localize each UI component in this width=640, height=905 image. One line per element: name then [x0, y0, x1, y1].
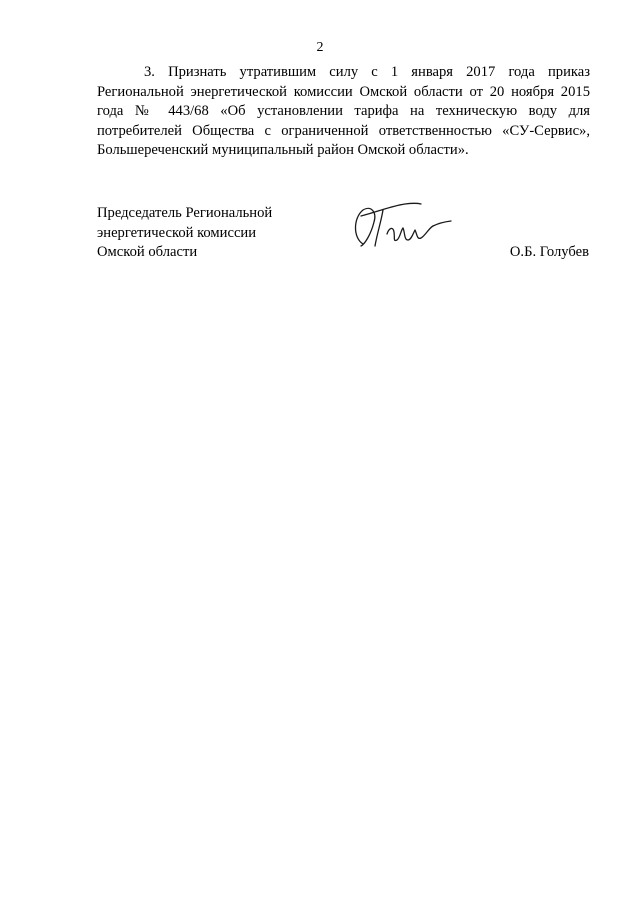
- paragraph-3: 3. Признать утратившим силу с 1 января 2017 года приказ Региональной энергетической комиссии Омской области от 20 ноября 2015 года № 443/68 «Об установлении тарифа на техническую воду для потребителей Общества с ограниченной ответственностью «СУ-Сервис», Большереченский муниципальный район Омской области».: [97, 64, 590, 158]
- page-number: 2: [316, 40, 324, 55]
- signer-name: О.Б. Голубев: [509, 244, 589, 260]
- handwritten-signature: [347, 200, 453, 252]
- signatory-title-line-1: Председатель Региональной: [97, 205, 273, 221]
- signatory-title: [97, 204, 337, 263]
- signatory-title-line-3: Омской области: [97, 244, 198, 260]
- signatory-title-line-2: энергетической комиссии: [97, 224, 257, 241]
